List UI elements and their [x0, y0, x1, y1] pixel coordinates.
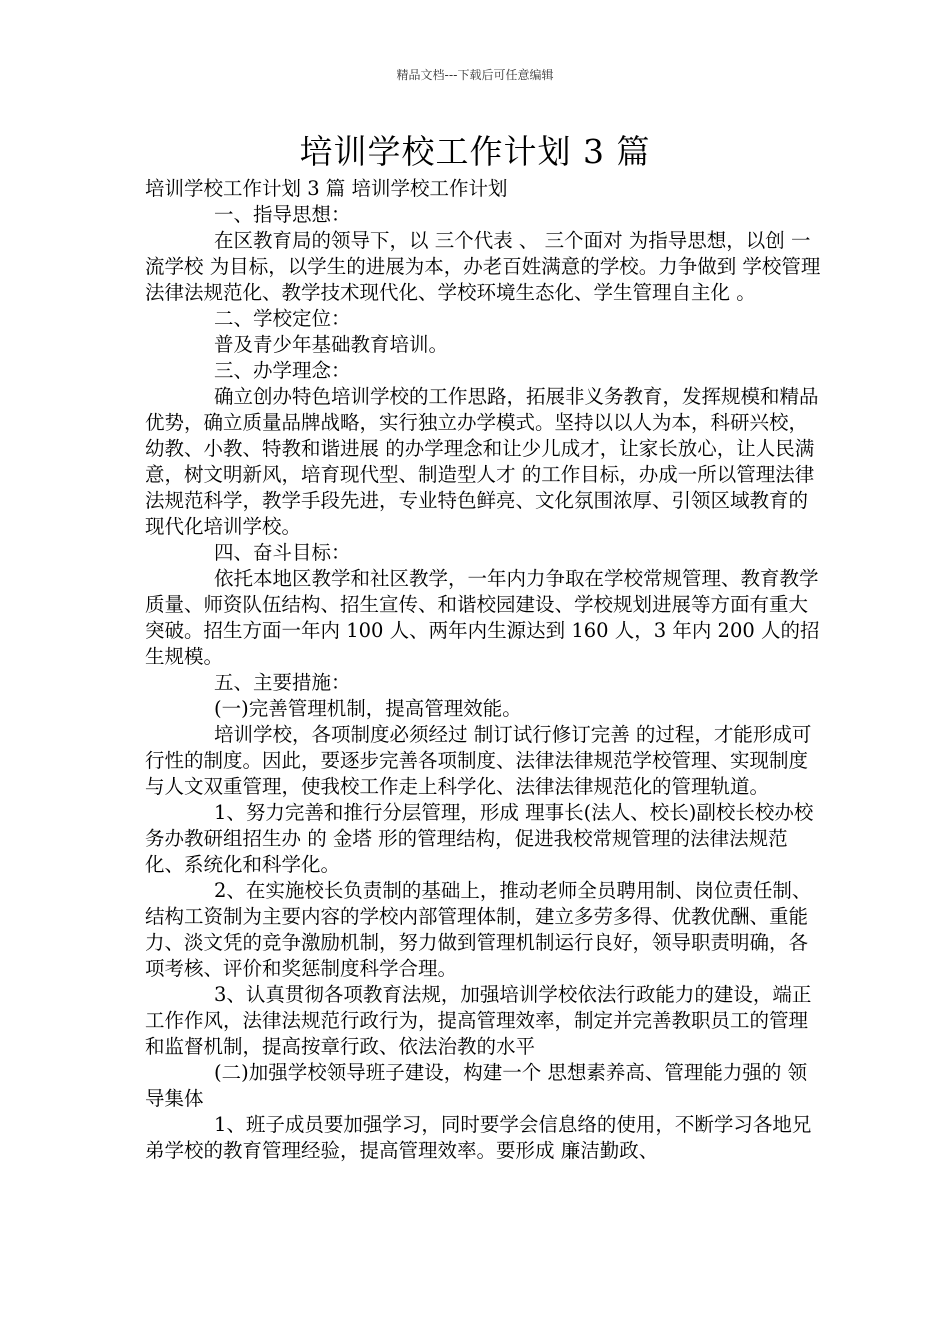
paragraph: 五、主要措施： [214, 671, 351, 694]
paragraph: 普及青少年基础教育培训。 [214, 333, 449, 356]
paragraph: 培训学校工作计划 3 篇 培训学校工作计划 [145, 177, 508, 200]
page-header: 精品文档---下载后可任意编辑 [396, 68, 554, 82]
document-body [145, 176, 825, 1164]
paragraph: (二)加强学校领导班子建设，构建一个 思想素养高、管理能力强的 领导集体 [145, 1061, 808, 1110]
paragraph: 1、努力完善和推行分层管理，形成 理事长(法人、校长)副校长校办校务办教研组招生办 的 金塔 形的管理结构，促进我校常规管理的法律法规范化、系统化和科学化。 [145, 801, 814, 876]
paragraph: 一、指导思想： [214, 203, 351, 226]
paragraph: 确立创办特色培训学校的工作思路，拓展非义务教育，发挥规模和精品优势，确立质量品牌战略，实行独立办学模式。坚持以以人为本，科研兴校，幼教、小教、特教和谐进展 的办学理念和让少儿成才，让家长放心，让人民满意，树文明新风，培育现代型、制造型人才 的工作目标，办成一所以管理法律法规范科学，教学手段先进，专业特色鲜亮、文化氛围浓厚、引领区域教育的现代化培训学校。 [145, 385, 819, 538]
paragraph: 1、班子成员要加强学习，同时要学会信息络的使用，不断学习各地兄弟学校的教育管理经验，提高管理效率。要形成 廉洁勤政、 [145, 1113, 812, 1162]
paragraph: 在区教育局的领导下，以 三个代表 、 三个面对 为指导思想，以创 一流学校 为目标，以学生的进展为本，办老百姓满意的学校。力争做到 学校管理法律法规范化、教学技术现代化、学校环境生态化、学生管理自主化 。 [145, 229, 821, 304]
paragraph: 二、学校定位： [214, 307, 351, 330]
document-title: 培训学校工作计划 3 篇 [299, 132, 651, 171]
paragraph: 四、奋斗目标： [214, 541, 351, 564]
paragraph: 2、在实施校长负责制的基础上，推动老师全员聘用制、岗位责任制、结构工资制为主要内容的学校内部管理体制，建立多劳多得、优教优酬、重能力、淡文凭的竞争激励机制，努力做到管理机制运行良好，领导职责明确，各项考核、评价和奖惩制度科学合理。 [145, 879, 812, 980]
paragraph: 3、认真贯彻各项教育法规，加强培训学校依法行政能力的建设，端正工作作风，法律法规范行政行为，提高管理效率，制定并完善教职员工的管理和监督机制，提高按章行政、依法治教的水平 [145, 983, 812, 1058]
paragraph: (一)完善管理机制，提高管理效能。 [214, 697, 522, 720]
paragraph: 三、办学理念： [214, 359, 351, 382]
paragraph: 依托本地区教学和社区教学，一年内力争取在学校常规管理、教育教学质量、师资队伍结构、招生宣传、和谐校园建设、学校规划进展等方面有重大突破。招生方面一年内 100 人、两年内生源达到 160 人，3 年内 200 人的招生规模。 [145, 567, 820, 668]
paragraph: 培训学校，各项制度必须经过 制订试行修订完善 的过程，才能形成可行性的制度。因此，要逐步完善各项制度、法律法律规范学校管理、实现制度与人文双重管理，使我校工作走上科学化、法律法律规范化的管理轨道。 [145, 723, 812, 798]
